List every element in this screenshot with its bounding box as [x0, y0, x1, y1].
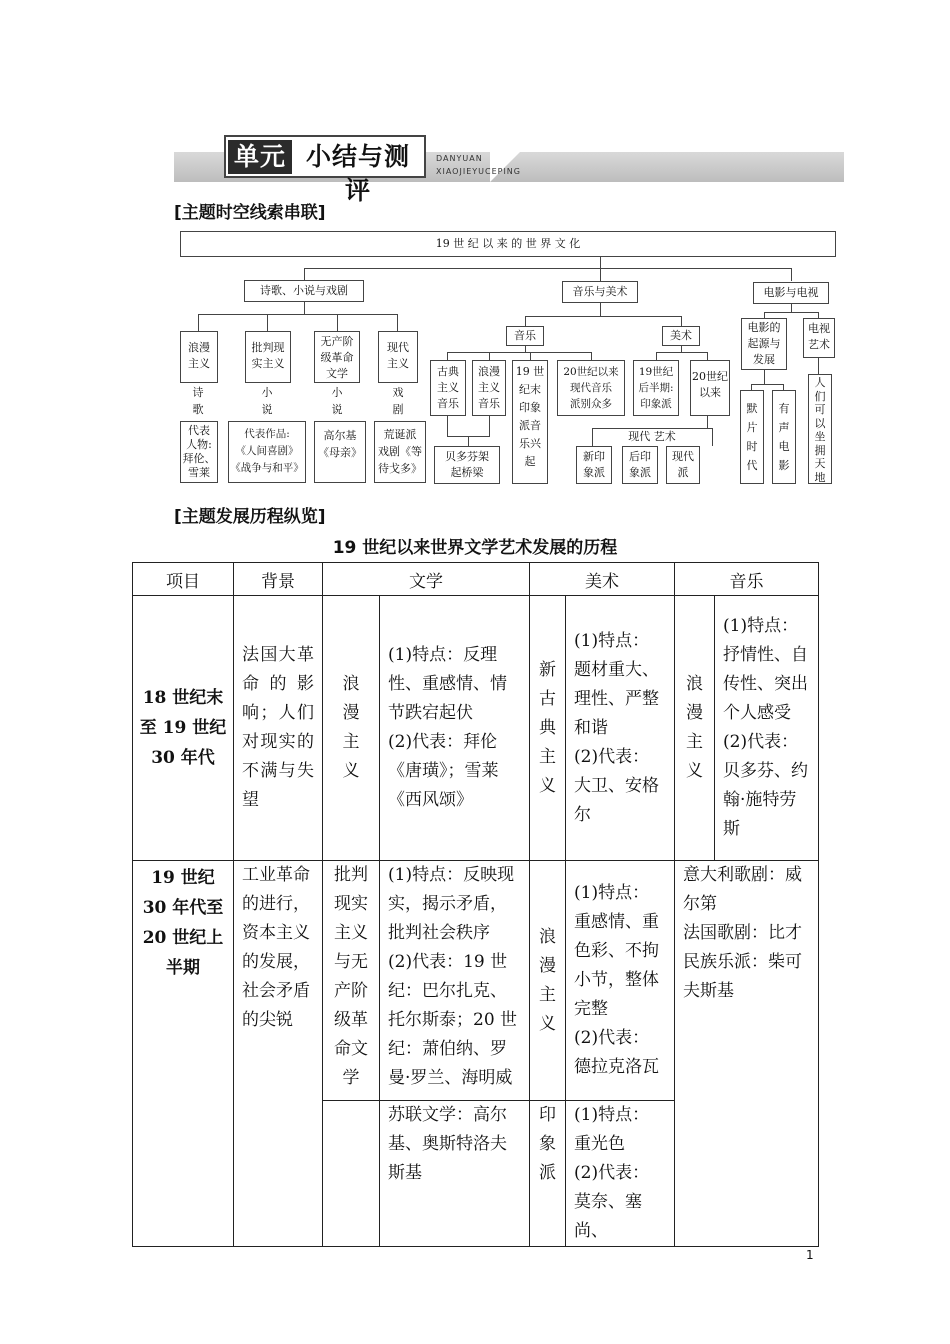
branch-poetry-novel-drama: 诗歌、小说与戏剧 [244, 280, 364, 302]
connector [198, 314, 199, 331]
node-post-impressionism: 后印 象派 [622, 446, 658, 484]
connector [592, 428, 593, 446]
literature-detail-cell: 苏联文学：高尔基、奥斯特洛夫斯基 [380, 1101, 530, 1247]
banner-title-dark: 单元 [228, 140, 292, 174]
literature-school-cell: 批判 现实 主义 与无 产阶 级革 命文 学 [323, 861, 380, 1101]
literature-school-cell: 浪 漫 主 义 [323, 596, 380, 861]
music-school-cell: 浪 漫 主 义 [675, 596, 715, 861]
node-modernism: 现代 主义 [378, 331, 418, 383]
node-neo-impressionism: 新印 象派 [576, 446, 612, 484]
connector [447, 416, 448, 436]
table-row [133, 596, 819, 861]
node-tv-art: 电视 艺术 [803, 318, 835, 358]
node-tv-for-all: 人 们 可 以 坐 拥 天 地 [808, 374, 832, 484]
art-detail-cell: (1)特点：题材重大、理性、严整和谐 (2)代表：大卫、安格尔 [566, 596, 675, 861]
connector [707, 352, 708, 360]
connector [712, 428, 713, 446]
connector [530, 352, 531, 360]
art-school-cell: 新 古 典 主 义 [530, 596, 566, 861]
node-classical-music: 古典 主义 音乐 [430, 360, 466, 416]
music-detail-cell: 意大利歌剧：威尔第 法国歌剧：比才 民族乐派：柴可夫斯基 [675, 861, 819, 1247]
label-poetry: 诗 歌 [192, 386, 204, 416]
node-impressionist-music: 19 世 纪末 印象 派音 乐兴 起 [512, 360, 548, 484]
page-number: 1 [806, 1248, 814, 1262]
node-byron-shelley: 代表 人物: 拜伦、 雪莱 [180, 421, 218, 483]
connector [304, 302, 305, 314]
banner-pinyin-line2: XIAOJIEYUCEPING [436, 167, 521, 176]
banner-title-light: 小结与测评 [305, 142, 410, 205]
table-title: 19 世纪以来世界文学艺术发展的历程 [332, 538, 618, 558]
connector [397, 314, 398, 331]
header-music: 音乐 [675, 563, 819, 596]
node-absurd-drama: 荒诞派 戏剧《等 待戈多》 [374, 421, 426, 483]
connector [468, 436, 469, 446]
banner-pinyin-line1: DANYUAN [436, 154, 483, 163]
connector [591, 352, 592, 360]
connector [707, 416, 708, 428]
background-cell: 法国大革命的影响；人们对现实的不满与失望 [234, 596, 323, 861]
node-film-origin: 电影的 起源与 发展 [741, 318, 787, 370]
node-modern-art: 现代 艺术 [592, 428, 712, 446]
node-gorky: 高尔基 《母亲》 [314, 421, 366, 483]
art-detail-cell: (1)特点：重光色 (2)代表：莫奈、塞尚、 [566, 1101, 675, 1247]
node-critical-realism: 批判现 实主义 [245, 331, 291, 383]
node-music: 音乐 [506, 326, 544, 346]
node-modern-school: 现代 派 [666, 446, 700, 484]
empty-cell [323, 1101, 380, 1247]
connector [818, 358, 819, 374]
section-heading-overview: [主题发展历程纵览] [174, 507, 326, 527]
connector [525, 316, 682, 317]
period-cell: 19 世纪 30 年代至 20 世纪上半期 [133, 861, 234, 1247]
connector [600, 257, 601, 281]
connector [656, 352, 708, 353]
connector [656, 352, 657, 360]
node-modern-music: 20世纪以来 现代音乐 派别众多 [557, 360, 625, 416]
connector [751, 384, 784, 385]
table-header-row [133, 563, 819, 596]
art-detail-cell: (1)特点：重感情、重色彩、不拘小节，整体完整 (2)代表：德拉克洛瓦 [566, 861, 675, 1101]
node-romanticism: 浪漫 主义 [180, 331, 218, 383]
node-silent-film: 默 片 时 代 [740, 390, 764, 484]
node-since-20c: 20世纪 以来 [690, 360, 730, 416]
connector [267, 314, 268, 331]
connector [681, 316, 682, 326]
connector [791, 304, 792, 312]
node-fine-art: 美术 [662, 326, 700, 346]
mindmap-root: 19 世 纪 以 来 的 世 界 文 化 [180, 231, 836, 257]
connector [600, 303, 601, 316]
branch-film-tv: 电影与电视 [753, 282, 829, 304]
history-table [132, 562, 819, 1247]
node-impressionism: 19世纪 后半期: 印象派 [633, 360, 679, 416]
node-romantic-music: 浪漫 主义 音乐 [472, 360, 506, 416]
node-balzac-tolstoy: 代表作品: 《人间喜剧》 《战争与和平》 [228, 421, 306, 483]
art-school-cell: 浪 漫 主 义 [530, 861, 566, 1101]
connector [791, 268, 792, 281]
background-cell: 工业革命的进行，资本主义的发展，社会矛盾的尖锐 [234, 861, 323, 1247]
literature-detail-cell: (1)特点：反映现实，揭示矛盾，批判社会秩序 (2)代表：19 世纪：巴尔扎克、托尔斯泰；20 世纪：萧伯纳、罗曼·罗兰、海明威 [380, 861, 530, 1101]
connector [489, 352, 490, 360]
connector [764, 312, 819, 313]
connector [447, 352, 592, 353]
connector [525, 316, 526, 326]
art-school-cell: 印 象 派 [530, 1101, 566, 1247]
connector [764, 370, 765, 384]
connector [304, 268, 305, 280]
label-drama: 戏 剧 [392, 386, 404, 416]
label-novel: 小 说 [261, 386, 273, 416]
node-beethoven-bridge: 贝多芬架 起桥梁 [434, 446, 500, 484]
connector [198, 314, 398, 315]
connector [337, 314, 338, 331]
connector [489, 416, 490, 436]
header-literature: 文学 [323, 563, 530, 596]
connector [304, 268, 791, 269]
node-proletarian-literature: 无产阶 级革命 文学 [314, 331, 360, 383]
header-fine-art: 美术 [530, 563, 675, 596]
header-item: 项目 [133, 563, 234, 596]
header-background: 背景 [234, 563, 323, 596]
connector [447, 352, 448, 360]
table-row [133, 861, 819, 1101]
period-cell: 18 世纪末至 19 世纪 30 年代 [133, 596, 234, 861]
section-heading-timeline: [主题时空线索串联] [174, 203, 326, 223]
literature-detail-cell: (1)特点：反理性、重感情、情节跌宕起伏 (2)代表：拜伦《唐璜》；雪莱《西风颂》 [380, 596, 530, 861]
music-detail-cell: (1)特点：抒情性、自传性、突出个人感受 (2)代表：贝多芬、约翰·施特劳斯 [715, 596, 819, 861]
node-sound-film: 有 声 电 影 [772, 390, 796, 484]
branch-music-art: 音乐与美术 [562, 281, 638, 303]
label-novel: 小 说 [331, 386, 343, 416]
